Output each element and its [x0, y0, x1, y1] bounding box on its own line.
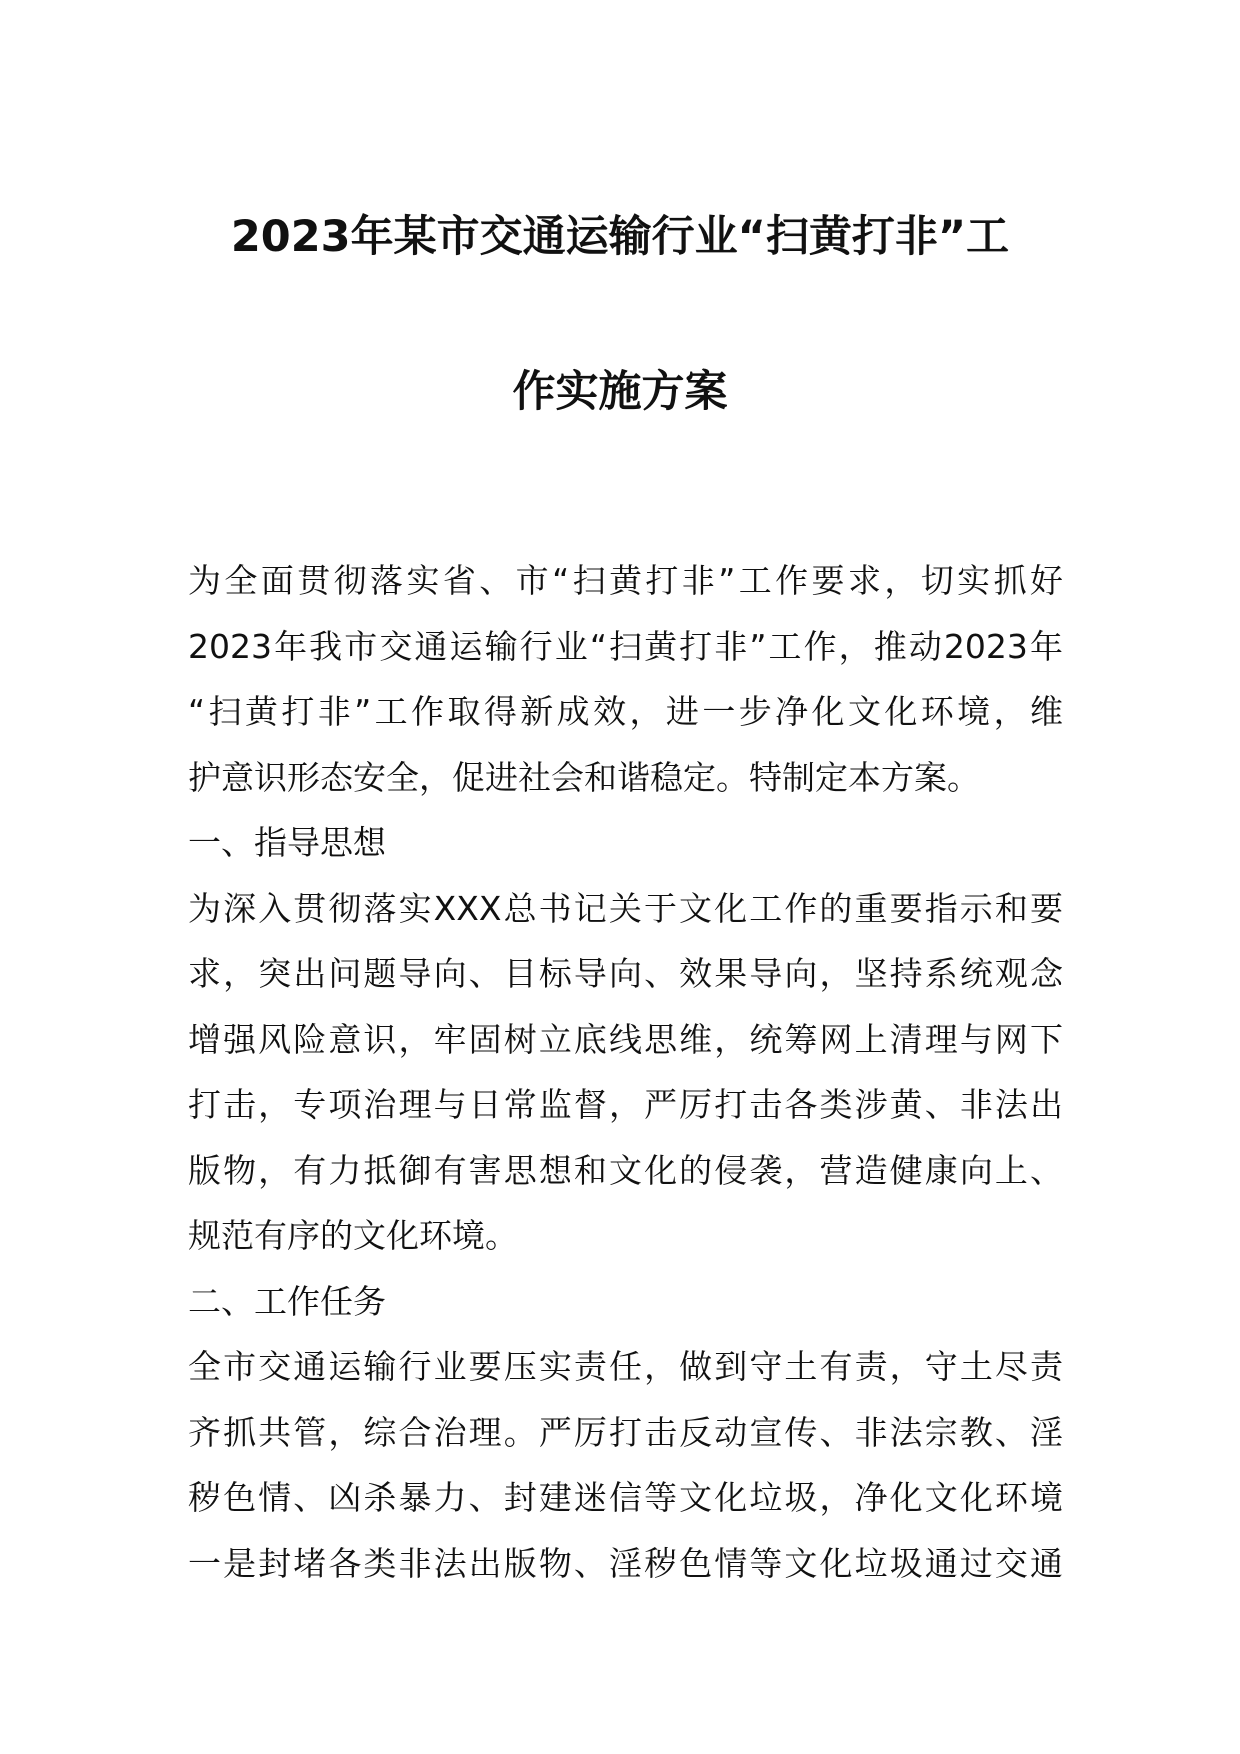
- document-title-line-1: 2023年某市交通运输行业“扫黄打非”工: [230, 212, 1010, 262]
- body-line: 2023年我市交通运输行业“扫黄打非”工作，推动2023年: [188, 626, 1063, 666]
- body-line: 版物，有力抵御有害思想和文化的侵袭，营造健康向上、: [188, 1150, 1063, 1190]
- section-heading-guiding-thought: 一、指导思想: [188, 823, 386, 862]
- body-line: 增强风险意识，牢固树立底线思维，统筹网上清理与网下: [188, 1019, 1063, 1059]
- body-line: 为全面贯彻落实省、市“扫黄打非”工作要求，切实抓好: [188, 561, 1063, 600]
- document-body: [188, 548, 1063, 1596]
- body-line: 全市交通运输行业要压实责任，做到守土有责，守土尽责: [188, 1347, 1063, 1386]
- body-line: “扫黄打非”工作取得新成效，进一步净化文化环境，维: [188, 692, 1063, 731]
- body-line: 求，突出问题导向、目标导向、效果导向，坚持系统观念: [188, 954, 1063, 993]
- body-line: 规范有序的文化环境。: [188, 1216, 518, 1255]
- section-heading-work-tasks: 二、工作任务: [188, 1281, 386, 1321]
- body-line: 秽色情、凶杀暴力、封建迷信等文化垃圾，净化文化环境: [188, 1478, 1063, 1517]
- body-line: 一是封堵各类非法出版物、淫秽色情等文化垃圾通过交通: [188, 1543, 1063, 1583]
- body-line: 打击，专项治理与日常监督，严厉打击各类涉黄、非法出: [188, 1085, 1063, 1124]
- body-line: 护意识形态安全，促进社会和谐稳定。特制定本方案。: [188, 757, 980, 797]
- document-title-line-2: 作实施方案: [512, 367, 728, 417]
- body-line: 齐抓共管，综合治理。严厉打击反动宣传、非法宗教、淫: [188, 1412, 1063, 1452]
- body-line: 为深入贯彻落实XXX总书记关于文化工作的重要指示和要: [188, 888, 1063, 928]
